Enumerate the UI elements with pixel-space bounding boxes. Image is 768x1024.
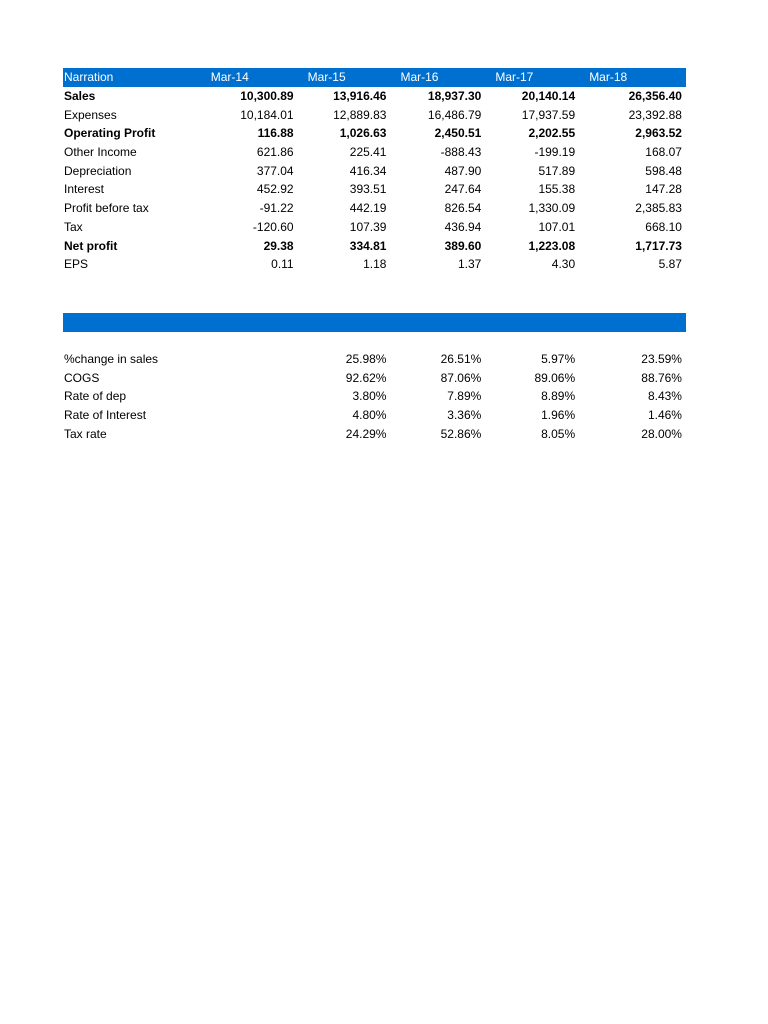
value-cell: 517.89 (538, 163, 576, 178)
value-cell: 4.30 (551, 257, 576, 272)
value-cell: 436.94 (444, 219, 482, 234)
value-cell: 2,450.51 (434, 126, 482, 141)
table-row-interest (63, 180, 686, 199)
value-cell: 1.96% (541, 408, 576, 423)
value-cell: 24.29% (345, 426, 387, 441)
value-cell: 16,486.79 (427, 107, 482, 122)
value-cell: 8.89% (541, 389, 576, 404)
table-row-depreciation (63, 162, 686, 181)
row-label: Tax rate (64, 426, 107, 441)
table-row-eps (63, 255, 686, 274)
row-label: Rate of dep (64, 389, 127, 404)
value-cell: 89.06% (534, 370, 576, 385)
header-cell-mar-16: Mar-16 (400, 70, 439, 85)
value-cell: 2,202.55 (528, 126, 576, 141)
value-cell: 1.46% (647, 408, 682, 423)
row-label: EPS (64, 257, 89, 272)
header-cell-mar-14: Mar-14 (210, 70, 249, 85)
table-row-profit-before-tax (63, 199, 686, 218)
value-cell: 442.19 (349, 201, 387, 216)
row-label: Interest (64, 182, 105, 197)
value-cell: 92.62% (345, 370, 387, 385)
value-cell: 3.36% (447, 408, 482, 423)
row-label: Operating Profit (64, 126, 156, 141)
section-divider-band (63, 313, 686, 332)
value-cell: 168.07 (645, 145, 682, 160)
value-cell: 20,140.14 (521, 89, 576, 103)
value-cell: 1,717.73 (635, 238, 682, 253)
value-cell: 1,330.09 (528, 201, 576, 216)
value-cell: 87.06% (440, 370, 482, 385)
value-cell: -120.60 (252, 219, 294, 234)
ratio-row-tax-rate (63, 425, 686, 444)
value-cell: -888.43 (440, 145, 482, 160)
table-header-row (63, 68, 686, 87)
value-cell: -199.19 (534, 145, 576, 160)
row-label: Sales (64, 89, 96, 103)
row-label: Net profit (64, 238, 118, 253)
value-cell: 389.60 (444, 238, 482, 253)
row-label: Expenses (64, 107, 117, 122)
value-cell: 12,889.83 (333, 107, 387, 122)
value-cell: 668.10 (645, 219, 682, 234)
value-cell: 334.81 (349, 238, 387, 253)
value-cell: 1.18 (363, 257, 387, 272)
table-row-expenses (63, 106, 686, 125)
value-cell: 5.87 (658, 257, 682, 272)
value-cell: 10,300.89 (240, 89, 294, 103)
value-cell: 10,184.01 (240, 107, 294, 122)
header-cell-mar-18: Mar-18 (589, 70, 628, 85)
value-cell: 26.51% (440, 352, 482, 366)
ratio-row-cogs (63, 369, 686, 388)
header-cell-mar-17: Mar-17 (495, 70, 534, 85)
value-cell: 26,356.40 (628, 89, 682, 103)
value-cell: 826.54 (444, 201, 482, 216)
value-cell: 23,392.88 (628, 107, 682, 122)
value-cell: 247.64 (444, 182, 482, 197)
table-row-operating-profit (63, 124, 686, 143)
value-cell: 13,916.46 (333, 89, 387, 103)
value-cell: 416.34 (349, 163, 387, 178)
value-cell: 25.98% (345, 352, 387, 366)
value-cell: 452.92 (256, 182, 294, 197)
value-cell: 0.11 (271, 257, 294, 272)
row-label: Tax (64, 219, 83, 234)
ratios-table (63, 350, 686, 443)
ratio-row-change-in-sales (63, 350, 686, 369)
row-label: Depreciation (64, 163, 132, 178)
value-cell: -91.22 (259, 201, 294, 216)
value-cell: 4.80% (352, 408, 387, 423)
table-row-other-income (63, 143, 686, 162)
value-cell: 107.01 (538, 219, 576, 234)
value-cell: 116.88 (257, 126, 294, 141)
ratio-row-rate-of-dep (63, 387, 686, 406)
value-cell: 2,963.52 (635, 126, 682, 141)
row-label: Profit before tax (64, 201, 149, 216)
table-row-tax (63, 218, 686, 237)
value-cell: 377.04 (256, 163, 294, 178)
header-cell-mar-15: Mar-15 (307, 70, 346, 85)
ratio-row-rate-of-interest (63, 406, 686, 425)
value-cell: 7.89% (447, 389, 482, 404)
value-cell: 155.38 (538, 182, 576, 197)
value-cell: 1,223.08 (528, 238, 576, 253)
value-cell: 28.00% (641, 426, 682, 441)
value-cell: 487.90 (444, 163, 482, 178)
table-body (63, 87, 686, 274)
row-label: %change in sales (64, 352, 159, 366)
value-cell: 225.41 (349, 145, 387, 160)
row-label: COGS (64, 370, 100, 385)
value-cell: 393.51 (349, 182, 387, 197)
value-cell: 5.97% (541, 352, 576, 366)
table-row-sales (63, 87, 686, 106)
value-cell: 8.43% (647, 389, 682, 404)
value-cell: 598.48 (645, 163, 682, 178)
value-cell: 52.86% (440, 426, 482, 441)
value-cell: 147.28 (645, 182, 682, 197)
row-label: Rate of Interest (64, 408, 147, 423)
value-cell: 1.37 (457, 257, 482, 272)
value-cell: 23.59% (641, 352, 682, 366)
header-cell-narration: Narration (64, 70, 114, 85)
value-cell: 2,385.83 (635, 201, 682, 216)
value-cell: 3.80% (352, 389, 387, 404)
value-cell: 621.86 (256, 145, 294, 160)
value-cell: 17,937.59 (521, 107, 576, 122)
value-cell: 88.76% (641, 370, 682, 385)
table-row-net-profit (63, 237, 686, 256)
value-cell: 1,026.63 (339, 126, 387, 141)
value-cell: 29.38 (263, 238, 294, 253)
value-cell: 107.39 (349, 219, 387, 234)
row-label: Other Income (64, 145, 137, 160)
value-cell: 8.05% (541, 426, 576, 441)
financial-table (63, 68, 686, 274)
value-cell: 18,937.30 (427, 89, 482, 103)
